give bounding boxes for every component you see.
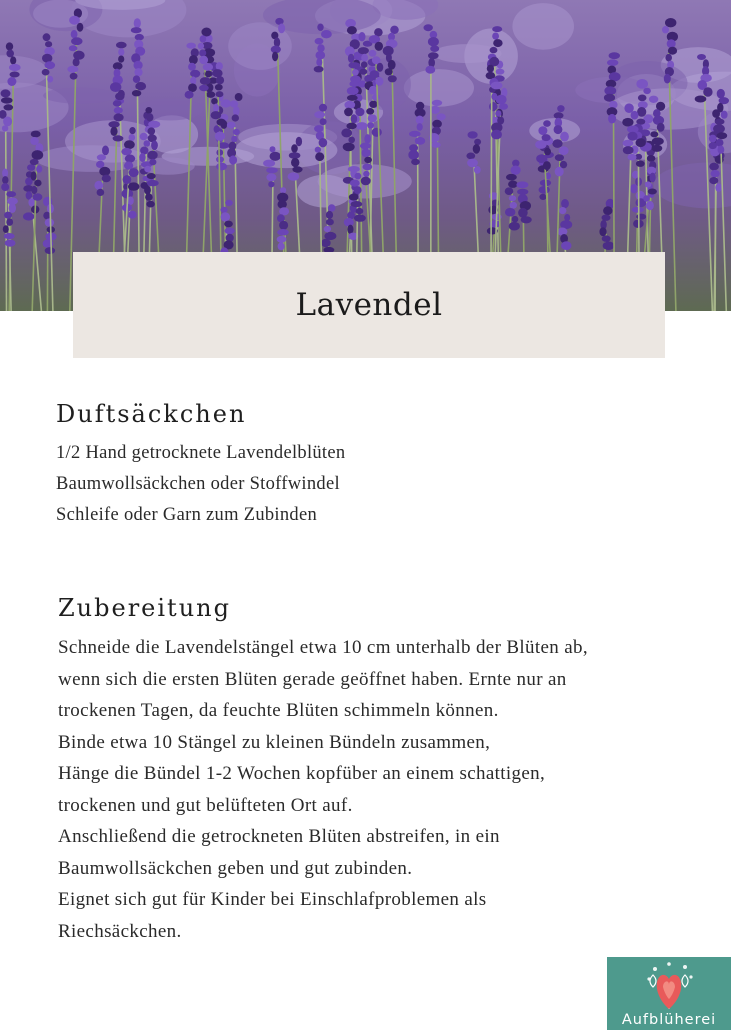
title-box	[73, 252, 665, 358]
instruction-line: Binde etwa 10 Stängel zu kleinen Bündeln zusammen,	[58, 731, 491, 753]
instruction-line: Riechsäckchen.	[58, 920, 182, 942]
page-title: Lavendel	[295, 287, 443, 323]
section-duftsaeckchen	[56, 400, 345, 531]
list-item: Baumwollsäckchen oder Stoffwindel	[56, 474, 340, 494]
instruction-line: Eignet sich gut für Kinder bei Einschlafproblemen als	[58, 889, 487, 910]
instruction-line: trockenen Tagen, da feuchte Blüten schimmeln können.	[58, 700, 499, 721]
instruction-line: Anschließend die getrockneten Blüten abstreifen, in ein	[58, 826, 500, 847]
instruction-line: wenn sich die ersten Blüten gerade geöffnet haben. Ernte nur an	[58, 668, 567, 690]
section-zubereitung	[58, 594, 588, 947]
instruction-line: Hänge die Bündel 1-2 Wochen kopfüber an einem schattigen,	[58, 763, 546, 784]
brand-logo	[607, 957, 731, 1030]
instruction-line: Schneide die Lavendelstängel etwa 10 cm unterhalb der Blüten ab,	[58, 637, 588, 658]
list-item: 1/2 Hand getrocknete Lavendelblüten	[56, 443, 346, 463]
brand-name: Aufblüherei	[621, 1012, 717, 1028]
section-heading: Duftsäckchen	[56, 400, 247, 428]
list-item: Schleife oder Garn zum Zubinden	[56, 505, 318, 525]
instruction-line: Baumwollsäckchen geben und gut zubinden.	[58, 857, 413, 879]
instruction-line: trockenen und gut belüfteten Ort auf.	[58, 794, 353, 816]
ingredient-list	[56, 438, 345, 531]
instructions	[58, 632, 588, 947]
section-heading: Zubereitung	[58, 594, 231, 622]
